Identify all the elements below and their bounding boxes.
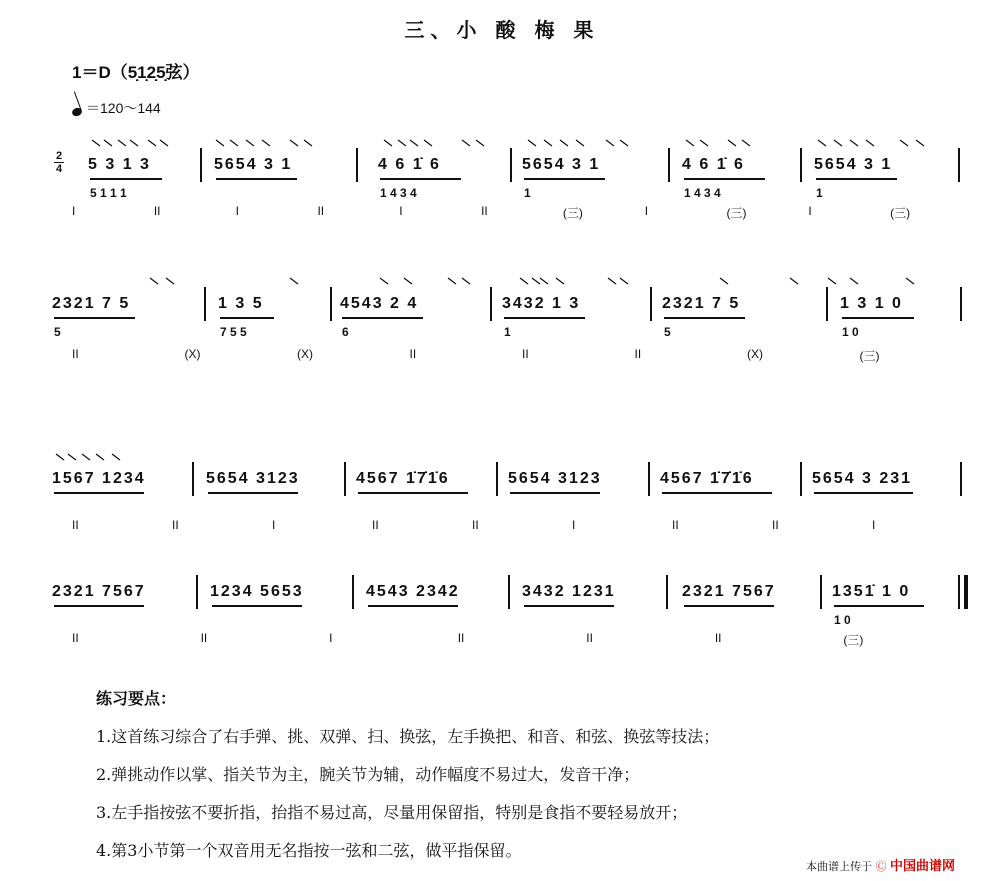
stroke-tick-mark [160, 140, 168, 146]
stroke-tick-mark [246, 140, 254, 146]
stroke-tick-mark [68, 454, 76, 460]
lower-voice-r2-6: 1 0 [842, 325, 859, 339]
lower-voice-r1-6: 1 [816, 186, 823, 200]
piece-title: 三、小 酸 梅 果 [404, 18, 600, 42]
lower-voice-r2-2: 7 5 5 [220, 325, 247, 339]
stroke-tick-mark [906, 278, 914, 284]
fingering-mark: (三) [890, 206, 911, 220]
stroke-tick-mark [850, 140, 858, 146]
footer-text: 本曲谱上传于 [806, 860, 872, 873]
fingering-mark: (三) [859, 349, 880, 363]
fingering-mark: I [808, 204, 812, 218]
stroke-tick-mark [112, 454, 120, 460]
stroke-tick-mark [532, 278, 540, 284]
lower-voice-r2-3: 6 [342, 325, 349, 339]
key-signature: 1＝D（5̣1̣2̣5̣弦） [72, 63, 200, 82]
fingering-mark: I [272, 518, 276, 532]
stroke-tick-mark [790, 278, 798, 284]
measure-r1-2: 5654 3 1 [214, 156, 293, 173]
stroke-tick-mark [818, 140, 826, 146]
stroke-tick-mark [560, 140, 568, 146]
fingering-mark: I [329, 631, 333, 645]
stroke-tick-mark [620, 278, 628, 284]
measure-r4-5: 2321 7567 [682, 583, 776, 600]
measure-r1-1: 5 3 1 3 [88, 156, 151, 173]
fingering-mark: II [522, 347, 529, 361]
fingering-mark: II [372, 518, 379, 532]
fingering-mark: (X) [747, 347, 763, 361]
stroke-tick-mark [916, 140, 924, 146]
stroke-tick-mark [148, 140, 156, 146]
fingering-mark: II [472, 518, 479, 532]
lower-voice-r1-3: 1 4 3 4 [380, 186, 417, 200]
measure-r1-5: 4 6 1̇ 6 [682, 156, 745, 173]
stroke-tick-mark [850, 278, 858, 284]
stroke-tick-mark [520, 278, 528, 284]
measure-r2-6: 1 3 1 0 [840, 295, 903, 312]
fingering-mark: II [200, 631, 208, 645]
measure-r4-4: 3432 1231 [522, 583, 616, 600]
measure-r1-6: 5654 3 1 [814, 156, 893, 173]
stroke-tick-mark [56, 454, 64, 460]
stroke-tick-mark [130, 140, 138, 146]
stroke-tick-mark [448, 278, 456, 284]
measure-r3-5: 4567 1̇7̇1̇6 [660, 470, 754, 487]
stroke-tick-mark [150, 278, 158, 284]
measure-r1-4: 5654 3 1 [522, 156, 601, 173]
lower-voice-r4-6: 1 0 [834, 613, 851, 627]
fingering-mark: I [72, 204, 76, 218]
measure-r3-3: 4567 1̇7̇1̇6 [356, 470, 450, 487]
practice-note-4: 4.第3小节第一个双音用无名指按一弦和二弦，做平指保留。 [96, 841, 522, 860]
fingering-mark: I [572, 518, 576, 532]
fingering-mark: (三) [843, 633, 864, 647]
practice-notes-heading: 练习要点： [96, 689, 177, 708]
measure-r2-5: 2321 7 5 [662, 295, 741, 312]
fingering-mark: II [481, 204, 488, 218]
stroke-tick-mark [620, 140, 628, 146]
stroke-tick-mark [476, 140, 484, 146]
fingering-mark: II [72, 518, 79, 532]
site-logo-text: 中国曲谱网 [890, 859, 956, 874]
fingering-mark: II [772, 518, 779, 532]
measure-r4-6: 1351̇ 1 0 [832, 583, 911, 600]
fingering-mark: I [235, 204, 239, 218]
fingering-mark: II [586, 631, 593, 645]
measure-r3-6: 5654 3 231 [812, 470, 913, 487]
stroke-tick-mark [828, 278, 836, 284]
stroke-tick-mark [104, 140, 112, 146]
stroke-tick-mark [398, 140, 406, 146]
measure-r2-3: 4543 2 4 [340, 295, 419, 312]
stroke-tick-mark [424, 140, 432, 146]
stroke-tick-mark [608, 278, 616, 284]
measure-r2-1: 2321 7 5 [52, 295, 131, 312]
lower-voice-r1-4: 1 [524, 186, 531, 200]
fingering-mark: II [72, 347, 79, 361]
stroke-tick-mark [720, 278, 728, 284]
measure-r2-2: 1 3 5 [218, 295, 264, 312]
stroke-tick-mark [118, 140, 126, 146]
stroke-tick-mark [462, 140, 470, 146]
fingering-mark: (三) [562, 206, 583, 220]
measure-r3-1: 1567 1234 [52, 470, 146, 487]
practice-note-2: 2.弹挑动作以掌、指关节为主，腕关节为辅，动作幅度不易过大，发音干净； [96, 765, 640, 784]
stroke-tick-mark [216, 140, 224, 146]
fingering-mark: (X) [297, 347, 313, 361]
stroke-tick-mark [384, 140, 392, 146]
lower-voice-r2-5: 5 [664, 325, 671, 339]
fingering-mark: I [644, 204, 649, 218]
measure-r4-3: 4543 2342 [366, 583, 460, 600]
measure-r4-2: 1234 5653 [210, 583, 304, 600]
fingering-mark: II [409, 347, 417, 361]
stroke-tick-mark [230, 140, 238, 146]
fingering-mark: II [714, 631, 722, 645]
lower-voice-r2-1: 5 [54, 325, 61, 339]
stroke-tick-mark [92, 140, 100, 146]
fingering-mark: II [172, 518, 179, 532]
stroke-tick-mark [540, 278, 548, 284]
footer-credit [806, 855, 955, 874]
stroke-tick-mark [290, 278, 298, 284]
fingering-mark: (X) [184, 347, 201, 361]
stroke-tick-mark [380, 278, 388, 284]
time-signature-top: 2 [55, 150, 63, 162]
stroke-tick-mark [404, 278, 412, 284]
stroke-tick-mark [866, 140, 874, 146]
practice-note-3: 3.左手指按弦不要折指，抬指不易过高，尽量用保留指，特别是食指不要轻易放开； [96, 803, 688, 822]
fingering-mark: II [72, 631, 79, 645]
measure-r2-4: 3432 1 3 [502, 295, 581, 312]
stroke-tick-mark [700, 140, 708, 146]
time-signature-bottom: 4 [55, 163, 63, 175]
stroke-tick-mark [686, 140, 694, 146]
measure-r3-2: 5654 3123 [206, 470, 300, 487]
fingering-mark: II [634, 347, 642, 361]
fingering-mark: I [872, 518, 876, 532]
stroke-tick-mark [82, 454, 90, 460]
stroke-tick-mark [900, 140, 908, 146]
fingering-mark: I [399, 204, 403, 218]
measure-r3-4: 5654 3123 [508, 470, 602, 487]
stroke-tick-mark [262, 140, 270, 146]
fingering-mark: (三) [726, 206, 747, 220]
stroke-tick-mark [410, 140, 418, 146]
practice-note-1: 1.这首练习综合了右手弹、挑、双弹、扫、换弦，左手换把、和音、和弦、换弦等技法； [96, 727, 720, 746]
stroke-tick-mark [556, 278, 564, 284]
fingering-mark: II [457, 631, 465, 645]
lower-voice-r1-1: 5 1 1 1 [90, 186, 127, 200]
lower-voice-r2-4: 1 [504, 325, 511, 339]
fingering-mark: II [672, 518, 679, 532]
stroke-tick-mark [576, 140, 584, 146]
stroke-tick-mark [728, 140, 736, 146]
stroke-tick-mark [606, 140, 614, 146]
measure-r4-1: 2321 7567 [52, 583, 146, 600]
tempo-value: ＝120～144 [86, 100, 161, 116]
stroke-tick-mark [528, 140, 536, 146]
fingering-mark: II [317, 204, 325, 218]
stroke-tick-mark [462, 278, 470, 284]
fingering-mark: II [153, 204, 161, 218]
stroke-tick-mark [544, 140, 552, 146]
measure-r1-3: 4 6 1̇ 6 [378, 156, 441, 173]
stroke-tick-mark [290, 140, 298, 146]
stroke-tick-mark [166, 278, 174, 284]
stroke-tick-mark [96, 454, 104, 460]
lower-voice-r1-5: 1 4 3 4 [684, 186, 721, 200]
stroke-tick-mark [304, 140, 312, 146]
stroke-tick-mark [834, 140, 842, 146]
site-logo-icon: Ⓒ [875, 860, 887, 873]
stroke-tick-mark [742, 140, 750, 146]
